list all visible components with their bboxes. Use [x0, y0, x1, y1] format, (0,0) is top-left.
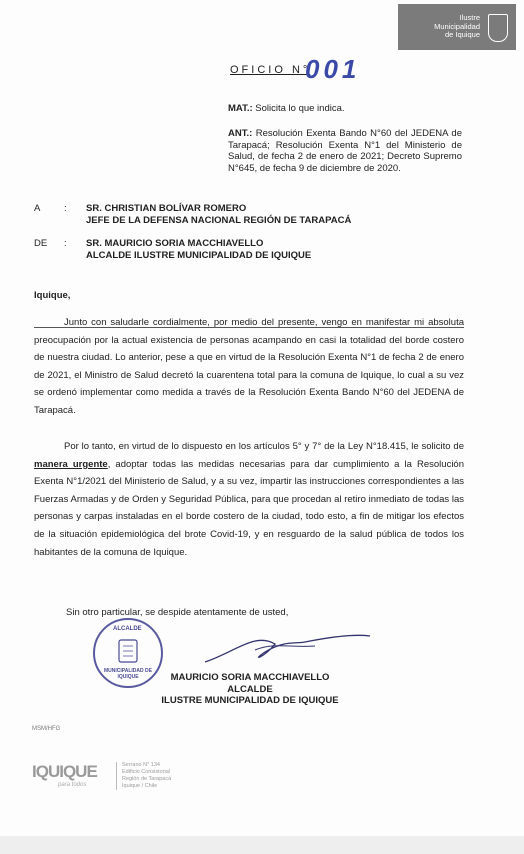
- municipal-seal: ALCALDE MUNICIPALIDAD DE IQUIQUE: [93, 618, 163, 688]
- closing-line: Sin otro particular, se despide atentamente de usted,: [66, 607, 289, 618]
- subject-line: MAT.: Solicita lo que indica.: [228, 103, 345, 114]
- oficio-label: OFICIO N°: [230, 64, 311, 76]
- footer-logo: IQUIQUE: [32, 762, 97, 781]
- body-paragraph-1: Junto con saludarle cordialmente, por medio del presente, vengo en manifestar mi absoluta preocupación por la actual existencia de personas acampando en casi la totalidad del borde costero de nuestra ciudad. Lo anterior, pese a que en virtud de la Resolución Exenta N°1 de fecha 2 de enero de 2021, el Ministro de Salud decretó la cuarentena total para la comuna de Iquique, lo cual a su vez se ordenó implementar como medida a través de la Resolución Exenta Bando N°60 del JEDENA de Tarapacá.: [34, 317, 464, 416]
- page-edge: [0, 836, 524, 854]
- references: ANT.: Resolución Exenta Bando N°60 del JEDENA de Tarapacá; Resolución Exenta N°1 del Ministerio de Salud, de fecha 2 de enero de 2021; Decreto Supremo N°645, de fecha 9 de diciembre de 2020.: [228, 128, 463, 174]
- sender: DE : SR. MAURICIO SORIA MACCHIAVELLO ALCALDE ILUSTRE MUNICIPALIDAD DE IQUIQUE: [34, 238, 312, 261]
- recipient: A : SR. CHRISTIAN BOLÍVAR ROMERO JEFE DE LA DEFENSA NACIONAL REGIÓN DE TARAPACÁ: [34, 203, 352, 226]
- initials: MSM/HFG: [32, 726, 61, 732]
- oficio-number: 001: [305, 54, 361, 84]
- place-line: Iquique,: [34, 290, 71, 301]
- signature-block: MAURICIO SORIA MACCHIAVELLO ALCALDE ILUSTRE MUNICIPALIDAD DE IQUIQUE: [161, 672, 339, 706]
- footer-address: Serrano N° 134 Edificio Consistorial Región de Tarapacá Iquique / Chile: [116, 762, 171, 790]
- body-paragraph-2: Por lo tanto, en virtud de lo dispuesto en los artículos 5° y 7° de la Ley N°18.415, le solicito de manera urgente, adoptar todas las medidas necesarias para dar cumplimiento a la Resolución Exenta N°1/2021 del Ministerio de Salud, y a su vez, impartir las instrucciones correspondientes a las Fuerzas Armadas y de Orden y Seguridad Pública, para que procedan al retiro inmediato de todas las personas y carpas instaladas en el borde costero de la ciudad, todo esto, a fin de mitigar los efectos de la situación epidemiológica del brote Covid-19, y en resguardo de la salud pública de todos los habitantes de la comuna de Iquique.: [34, 441, 465, 558]
- crest-icon: [488, 14, 508, 42]
- logo-text: Ilustre Municipalidad de Iquique: [434, 13, 480, 39]
- footer-tagline: para todos: [58, 782, 87, 788]
- municipality-logo: [398, 4, 516, 50]
- handwritten-signature: [195, 622, 375, 672]
